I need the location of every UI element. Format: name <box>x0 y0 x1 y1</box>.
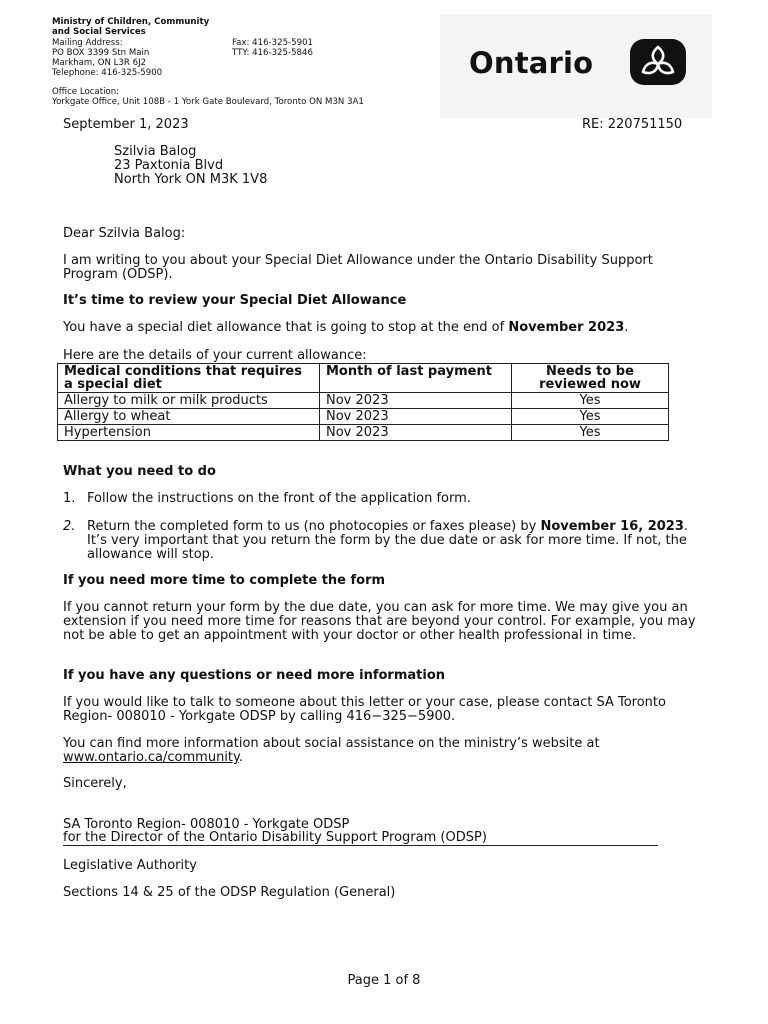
signature-line-2: for the Director of the Ontario Disability Support Program (ODSP) <box>63 830 487 845</box>
step-1-text: Follow the instructions on the front of the application form. <box>87 491 471 506</box>
table-cell-review: Yes <box>512 425 669 441</box>
heading-more-time: If you need more time to complete the form <box>63 573 386 588</box>
table-row <box>58 425 669 441</box>
table-header-review: Needs to be reviewed now <box>512 364 669 393</box>
recipient-city: North York ON M3K 1V8 <box>114 172 268 187</box>
telephone: Telephone: 416-325-5900 <box>52 68 163 78</box>
office-address: Yorkgate Office, Unit 108B - 1 York Gate Boulevard, Toronto ON M3N 3A1 <box>52 97 364 107</box>
table-cell-review: Yes <box>512 393 669 409</box>
legislative-authority-text: Sections 14 & 25 of the ODSP Regulation (General) <box>63 885 396 900</box>
stop-prefix: You have a special diet allowance that is going to stop at the end of <box>63 320 509 335</box>
stop-suffix: . <box>624 320 629 335</box>
signature-line-1: SA Toronto Region- 008010 - Yorkgate ODSP <box>63 817 350 832</box>
table-cell-month: Nov 2023 <box>320 409 512 425</box>
stop-paragraph <box>63 321 703 335</box>
trillium-icon <box>630 39 686 85</box>
recipient-address <box>114 145 267 187</box>
details-intro: Here are the details of your current allowance: <box>63 348 367 363</box>
heading-what-to-do: What you need to do <box>63 464 216 479</box>
website-link[interactable]: www.ontario.ca/community <box>63 750 239 765</box>
table-cell-condition: Hypertension <box>58 425 320 441</box>
table-cell-month: Nov 2023 <box>320 393 512 409</box>
heading-questions: If you have any questions or need more information <box>63 668 446 683</box>
step-2-text <box>87 520 697 562</box>
fax-tty-block <box>232 38 412 58</box>
reference-number: RE: 220751150 <box>582 117 683 132</box>
table-header-row <box>58 364 669 393</box>
allowance-table <box>57 363 669 441</box>
office-location-block <box>52 87 452 107</box>
table-header-condition: Medical conditions that requires a special diet <box>58 364 320 393</box>
mailing-line1: PO BOX 3399 Stn Main <box>52 48 150 58</box>
ministry-header <box>52 17 432 37</box>
mailing-label: Mailing Address: <box>52 38 123 48</box>
mailing-address-block <box>52 38 232 78</box>
table-cell-review: Yes <box>512 409 669 425</box>
recipient-street: 23 Paxtonia Blvd <box>114 158 224 173</box>
tty: TTY: 416-325-5846 <box>232 48 313 58</box>
step-2-prefix: Return the completed form to us (no photocopies or faxes please) by <box>87 519 541 534</box>
ministry-name-line1: Ministry of Children, Community <box>52 17 210 27</box>
letter-date: September 1, 2023 <box>63 117 189 132</box>
intro-paragraph: I am writing to you about your Special Diet Allowance under the Ontario Disability Support Program (ODSP). <box>63 253 653 282</box>
mailing-line2: Markham, ON L3R 6J2 <box>52 58 147 68</box>
ontario-wordmark: Ontario <box>469 46 594 80</box>
website-prefix: You can find more information about social assistance on the ministry’s website at <box>63 736 600 751</box>
table-row <box>58 393 669 409</box>
step-1-number: 1. <box>63 491 76 506</box>
office-label: Office Location: <box>52 87 120 97</box>
heading-review: It’s time to review your Special Diet Allowance <box>63 293 407 308</box>
legislative-authority-label: Legislative Authority <box>63 858 197 873</box>
website-suffix: . <box>238 750 243 765</box>
ministry-name-line2: and Social Services <box>52 27 146 37</box>
salutation: Dear Szilvia Balog: <box>63 226 186 241</box>
contact-paragraph: If you would like to talk to someone about this letter or your case, please contact SA Toronto Region- 008010 - Yorkgate ODSP by calling 416−325−5900. <box>63 695 666 724</box>
page-number: Page 1 of 8 <box>347 973 421 988</box>
step-2-date: November 16, 2023 <box>540 519 684 534</box>
table-header-month: Month of last payment <box>320 364 512 393</box>
step-2-number: 2. <box>63 519 76 534</box>
table-cell-condition: Allergy to wheat <box>58 409 320 425</box>
table-row <box>58 409 669 425</box>
fax: Fax: 416-325-5901 <box>232 38 314 48</box>
signature-underline <box>63 845 658 846</box>
table-cell-month: Nov 2023 <box>320 425 512 441</box>
ontario-logo <box>440 14 712 118</box>
website-paragraph <box>63 737 703 765</box>
recipient-name: Szilvia Balog <box>114 144 197 159</box>
step-2-suffix: . It’s very important that you return the form by the due date or ask for more time. If not, the allowance will stop. <box>87 519 689 562</box>
table-cell-condition: Allergy to milk or milk products <box>58 393 320 409</box>
closing: Sincerely, <box>63 776 127 791</box>
more-time-paragraph: If you cannot return your form by the due date, you can ask for more time. We may give you an extension if you need more time for reasons that are beyond your control. For example, you may not be able to get an appointment with your doctor or other health professional in time. <box>63 600 696 643</box>
stop-date: November 2023 <box>508 320 625 335</box>
